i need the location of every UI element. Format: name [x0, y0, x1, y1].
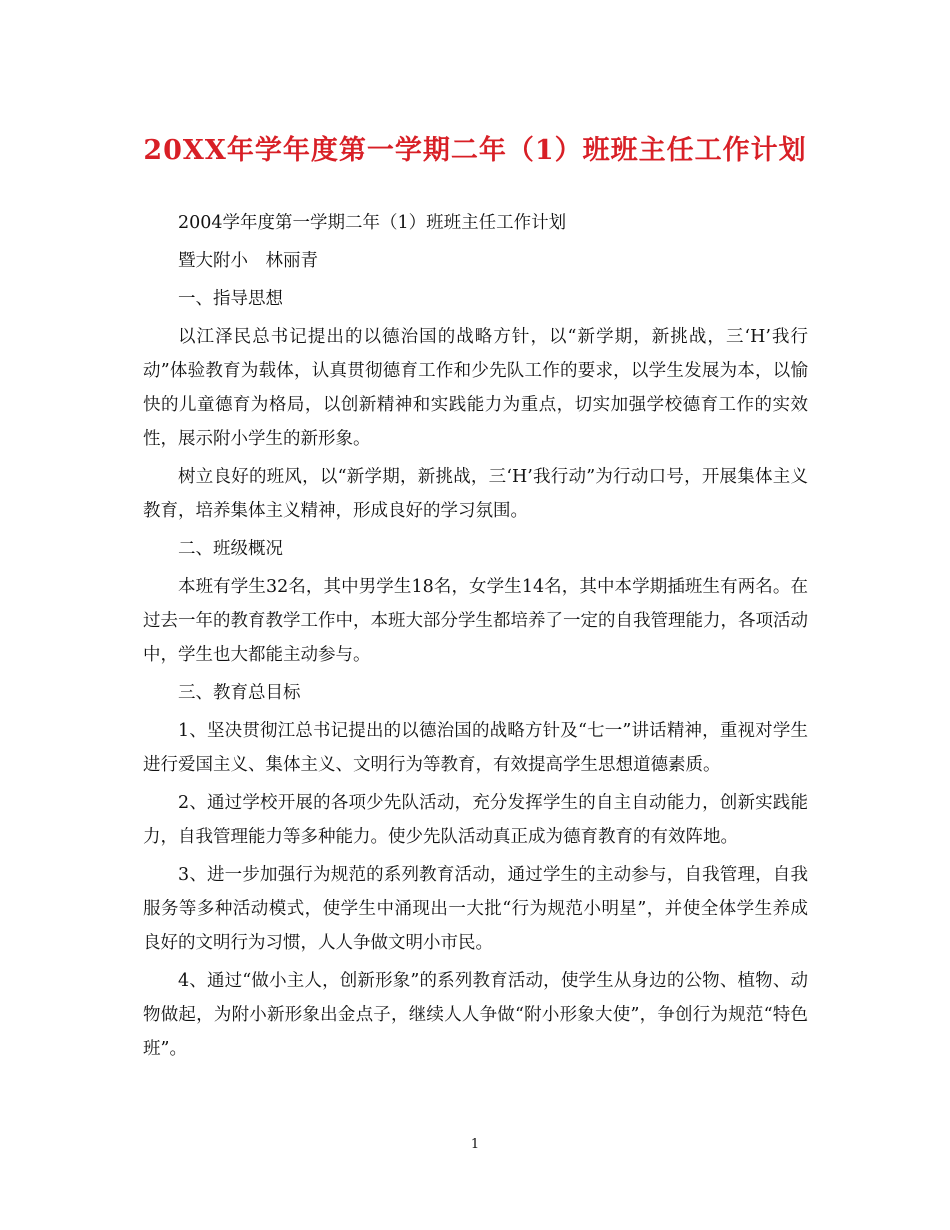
- section-heading: 三、教育总目标: [178, 683, 301, 703]
- list-item: 4、通过“做小主人，创新形象”的系列教育活动，使学生从身边的公物、植物、动物做起，为附小新形象出金点子，继续人人争做“附小形象大使”，争创行为规范“特色班”。: [143, 971, 808, 1059]
- paragraph: 本班有学生32名，其中男学生18名，女学生14名，其中本学期插班生有两名。在过去一年的教育教学工作中，本班大部分学生都培养了一定的自我管理能力，各项活动中，学生也大都能主动参与。: [143, 577, 808, 665]
- document-title: 20XX年学年度第一学期二年（1）班班主任工作计划: [143, 135, 807, 166]
- page-number: 1: [470, 1137, 480, 1152]
- list-item: 3、进一步加强行为规范的系列教育活动，通过学生的主动参与，自我管理，自我服务等多种活动模式，使学生中涌现出一大批“行为规范小明星”，并使全体学生养成良好的文明行为习惯，人人争做文明小市民。: [143, 865, 808, 953]
- section-heading: 一、指导思想: [178, 289, 283, 309]
- section-heading: 二、班级概况: [178, 539, 283, 559]
- list-item: 1、坚决贯彻江总书记提出的以德治国的战略方针及“七一”讲话精神，重视对学生进行爱国主义、集体主义、文明行为等教育，有效提高学生思想道德素质。: [143, 721, 808, 775]
- list-item: 2、通过学校开展的各项少先队活动，充分发挥学生的自主自动能力，创新实践能力，自我管理能力等多种能力。使少先队活动真正成为德育教育的有效阵地。: [143, 793, 808, 847]
- paragraph: 以江泽民总书记提出的以德治国的战略方针，以“新学期，新挑战，三‘H’我行动”体验教育为载体，认真贯彻德育工作和少先队工作的要求，以学生发展为本，以愉快的儿童德育为格局，以创新精神和实践能力为重点，切实加强学校德育工作的实效性，展示附小学生的新形象。: [143, 327, 808, 449]
- paragraph: 树立良好的班风，以“新学期，新挑战，三‘H’我行动”为行动口号，开展集体主义教育，培养集体主义精神，形成良好的学习氛围。: [143, 467, 808, 521]
- document-body: [143, 206, 808, 1070]
- author-line: 暨大附小 林丽青: [178, 251, 318, 271]
- subtitle: 2004学年度第一学期二年（1）班班主任工作计划: [178, 213, 567, 233]
